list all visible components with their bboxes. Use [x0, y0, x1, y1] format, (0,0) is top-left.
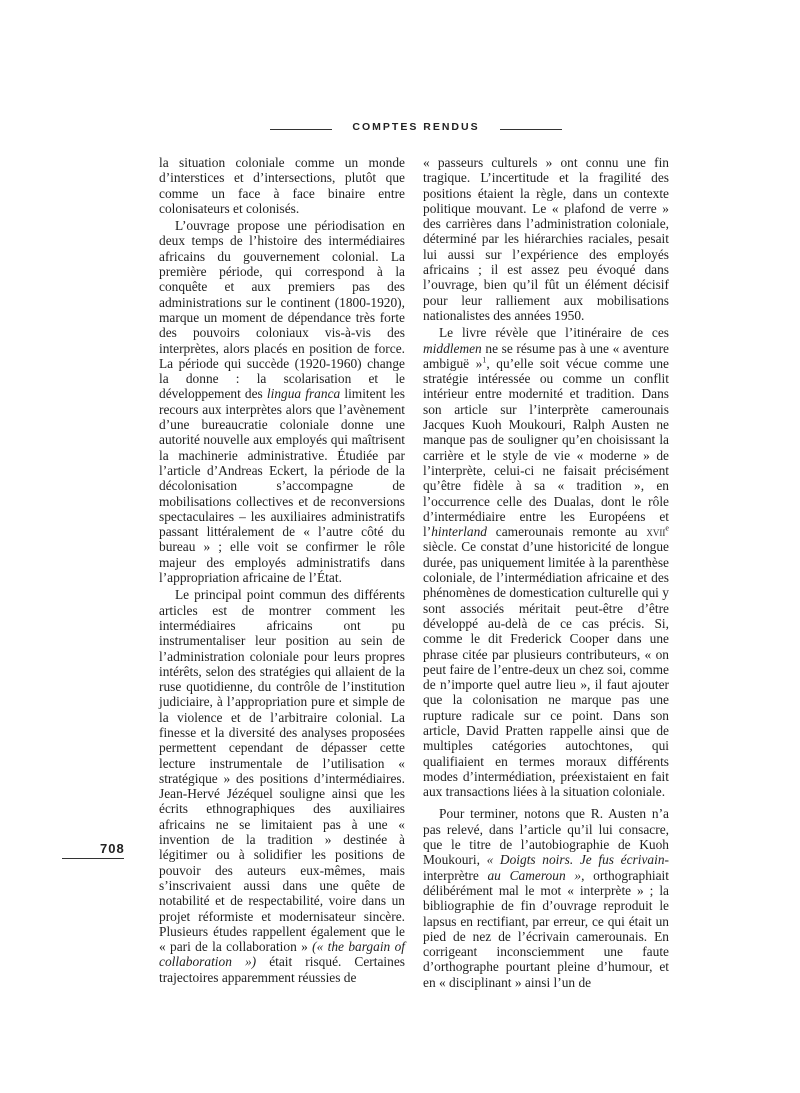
paragraph-common-point	[159, 587, 405, 985]
text-run: siècle. Ce constat d’une historicité de longue durée, pas uniquement limitée à la parenthèse coloniale, de l’intermédiation africaine et des phénomènes de domestication culturelle qui y sont associés méritait peut-être d’être développé au-delà de ce cas précis. Si, comme le dit Frederick Cooper dans une phrase citée par plusieurs contributeurs, « on peut faire de l’entre-deux un chez soi, comme de n’importe quel autre lieu », il faut ajouter que la colonisation ne marque pas une rupture radicale sur ce point. Dans son article, David Pratten rappelle ainsi que de multiples catégories autochtones, qui qualifiaient en termes moraux différents modes d’intermédiation, préexistaient en fait aux transactions liées à la situation coloniale.	[423, 539, 669, 800]
page-number: 708	[100, 841, 125, 856]
header-rule-right	[500, 129, 562, 130]
section-title: COMPTES RENDUS	[352, 121, 480, 133]
text-run: limitent les recours aux interprètes alors que l’avènement d’une bureaucratie coloniale donne une autorité nouvelle aux employés qui maîtrisent la machinerie administrative. Étudiée par l’article d’Andreas Eckert, la période de la décolonisation s’accompagne de mobilisations collectives et de reconversions spectaculaires – les auxiliaires administratifs passant littéralement de « l’autre côté du bureau » ; elle voit se confirmer le rôle majeur des employés administratifs dans l’appropriation africaine de l’État.	[159, 386, 405, 586]
paragraph-conclusion	[423, 806, 669, 990]
text-run: -interprètre	[423, 852, 669, 883]
text-run: L’ouvrage propose une périodisation en deux temps de l’histoire des intermédiaires africains du gouvernement colonial. La première période, qui correspond à la conquête et aux premiers pas des administrations sur le continent (1800-1920), marque un moment de dépendance très forte des pouvoirs coloniaux vis-à-vis des interprètes, alors placés en position de force. La période qui succède (1920-1960) change la donne : la scolarisation et le développement des	[159, 218, 405, 402]
right-text-column	[423, 155, 669, 990]
paragraph-middlemen	[423, 325, 669, 799]
text-run: Pour terminer, notons que R. Austen n’a pas relevé, dans l’article qu’il lui consacre, que le titre de l’autobiographie de Kuoh Moukouri,	[423, 806, 669, 868]
paragraph-continuation: la situation coloniale comme un monde d’interstices et d’intersections, plutôt que comme un face à face binaire entre colonisateurs et colonisés.	[159, 155, 405, 216]
running-header	[0, 121, 800, 137]
text-run: camerounais remonte au	[495, 524, 638, 540]
text-run: ne se résume pas à une « aventure ambiguë »	[423, 340, 669, 371]
italic-term: middlemen	[423, 340, 482, 356]
text-run: , orthographiait délibérément mal le mot « interprète » ; la bibliographie de fin d’ouvrage reproduit le lapsus en rectifiant, par erreur, ce qui était un pied de nez de l’écrivain camerounais. En corrigeant inconsciemment une faute d’orthographe pourtant pleine d’humour, et en « disciplinant » ainsi l’un de	[423, 867, 669, 990]
paragraph-continuation: « passeurs culturels » ont connu une fin tragique. L’incertitude et la fragilité des positions étaient la règle, dans un contexte politique mouvant. Le « plafond de verre » des carrières dans l’administration coloniale, déterminé par les hiérarchies raciales, pesait lui aussi sur l’expérience des employés africains ; il est assez peu évoqué dans l’ouvrage, bien qu’il fût un élément décisif pour leur ralliement aux mobilisations nationalistes des années 1950.	[423, 155, 669, 323]
italic-term: lingua franca	[266, 386, 341, 402]
text-run: Le livre révèle que l’itinéraire de ces	[439, 325, 669, 341]
left-text-column	[159, 155, 405, 985]
header-rule-left	[270, 129, 332, 130]
italic-term: (« the bargain of collaboration »)	[159, 939, 405, 970]
paragraph-periodisation	[159, 218, 405, 585]
footnote-marker: 1	[482, 355, 487, 365]
text-run: Le principal point commun des différents articles est de montrer comment les intermédiaires africains ont pu instrumentaliser leur position au sein de l’administration coloniale pour leurs propres intérêts, selon des stratégies qui allaient de la ruse quotidienne, du contrôle de l’institution judiciaire, à l’appropriation pure et simple de la violence et de l’arbitraire colonial. La finesse et la diversité des analyses proposées permettent cependant de dépasser cette lecture instrumentale de l’utilisation « stratégique » des positions d’intermédiaires. Jean-Hervé Jézéquel souligne ainsi que les écrits ethnographiques des auxiliaires africains ne se limitaient pas à une « invention de la tradition » destinée à légitimer ou à solidifier les positions de pouvoir des auteurs eux-mêmes, mais s’inscrivaient aussi dans une quête de notabilité et de respectabilité, voire dans un projet réformiste et modernisateur sincère. Plusieurs études rappellent également que le « pari de la collaboration »	[159, 587, 405, 955]
text-run: , qu’elle soit vécue comme une stratégie intéressée ou comme un conflit intérieur entre modernité et tradition. Dans son article sur l’interprète camerounais Jacques Kuoh Moukouri, Ralph Austen ne manque pas de souligner qu’en choisissant la carrière et le style de vie « moderne » de l’interprète, celui-ci ne faisait précisément qu’être fidèle à sa « tradition », en l’occurrence celle des Dualas, dont le rôle d’intermédiaire entre les Européens et l’	[423, 355, 669, 540]
page-number-rule	[62, 858, 124, 859]
italic-title: « Doigts noirs. Je fus écrivain	[486, 852, 665, 868]
italic-title: au Cameroun »	[487, 867, 582, 883]
italic-term: hinterland	[431, 524, 487, 540]
century-superscript: e	[665, 523, 669, 533]
text-run: était risqué. Certaines trajectoires apparemment réussies de	[159, 954, 405, 985]
century-numeral: xvii	[646, 524, 666, 540]
